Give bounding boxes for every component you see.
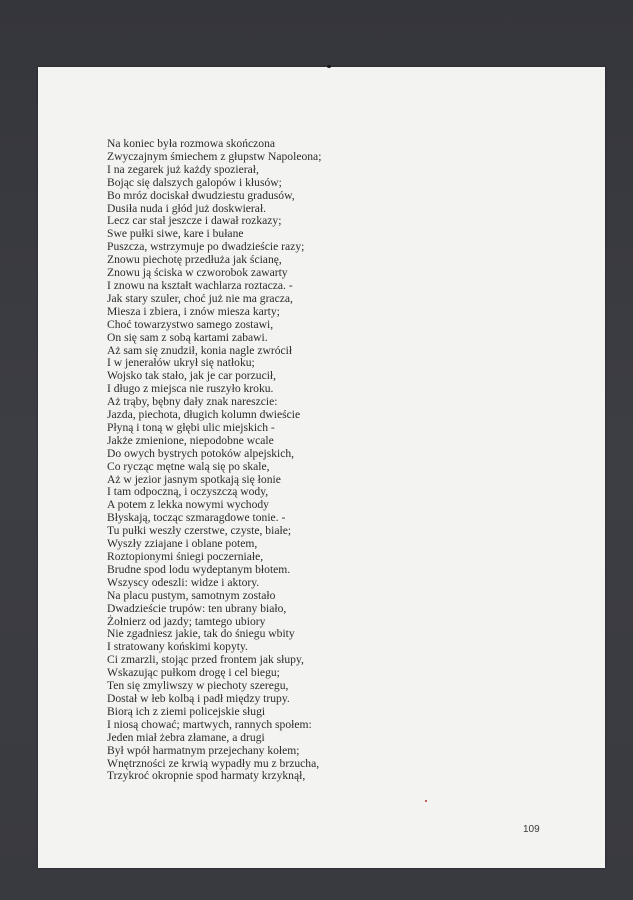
poem-line: Wnętrzności ze krwią wypadły mu z brzucha, bbox=[107, 756, 320, 770]
poem-line: Jakże zmienione, niepodobne wcale bbox=[107, 433, 274, 447]
poem-line: Ten się zmyliwszy w piechoty szeregu, bbox=[107, 679, 289, 693]
poem-line: Swe pułki siwe, kare i bułane bbox=[107, 227, 244, 241]
poem-line: Na koniec była rozmowa skończona bbox=[107, 137, 276, 150]
poem-line: Znowu ją ściska w czworobok zawarty bbox=[107, 266, 288, 280]
poem-line: I długo z miejsca nie ruszyło kroku. bbox=[107, 382, 274, 396]
poem-line: Aż w jezior jasnym spotkają się łonie bbox=[107, 472, 281, 486]
poem-line: Wskazując pułkom drogę i cel biegu; bbox=[107, 666, 280, 680]
poem-line: Wszyscy odeszli: widze i aktory. bbox=[107, 575, 260, 589]
poem-line: Zwyczajnym śmiechem z głupstw Napoleona; bbox=[107, 149, 322, 163]
poem-line: I stratowany końskimi kopyty. bbox=[107, 640, 248, 654]
poem-line: Wojsko tak stało, jak je car porzucił, bbox=[107, 369, 277, 383]
poem-line: Płyną i toną w głębi ulic miejskich - bbox=[107, 420, 275, 434]
poem-line: Puszcza, wstrzymuje po dwadzieście razy; bbox=[107, 240, 305, 254]
poem-line: Dostał w łeb kolbą i padł między trupy. bbox=[107, 691, 290, 705]
poem-line: Trzykroć okropnie spod harmaty krzyknął, bbox=[107, 769, 306, 783]
book-page bbox=[38, 67, 605, 868]
poem-line: Wyszły zziajane i oblane potem, bbox=[107, 537, 258, 551]
poem-line: Bo mróz dociskał dwudziestu gradusów, bbox=[107, 188, 295, 202]
poem-line: Jak stary szuler, choć już nie ma gracza, bbox=[107, 291, 293, 305]
poem-line: Był wpół harmatnym przejechany kołem; bbox=[107, 743, 300, 757]
poem-line: A potem z lekka nowymi wychody bbox=[107, 498, 269, 512]
poem-line: Lecz car stał jeszcze i dawał rozkazy; bbox=[107, 214, 282, 228]
scan-speck bbox=[327, 65, 331, 68]
poem-line: Biorą ich z ziemi policejskie sługi bbox=[107, 704, 266, 718]
poem-line: Błyskają, tocząc szmaragdowe tonie. - bbox=[107, 511, 286, 525]
poem-line: Ci zmarzli, stojąc przed frontem jak słupy, bbox=[107, 653, 304, 667]
poem-line: I niosą chować; martwych, rannych społem: bbox=[107, 717, 312, 731]
poem-line: Jazda, piechota, długich kolumn dwieście bbox=[107, 408, 301, 422]
poem-line: Roztopionymi śniegi poczerniałe, bbox=[107, 550, 264, 563]
poem-line: Co rycząc mętne walą się po skale, bbox=[107, 459, 270, 473]
poem-line: Znowu piechotę przedłuża jak ścianę, bbox=[107, 253, 282, 267]
poem-line: I tam odpoczną, i oczyszczą wody, bbox=[107, 485, 269, 499]
scan-speck bbox=[425, 800, 427, 802]
poem-line: Miesza i zbiera, i znów miesza karty; bbox=[107, 304, 280, 318]
poem-line: Tu pułki weszły czerstwe, czyste, białe; bbox=[107, 524, 292, 538]
poem-line: I w jenerałów ukrył się natłoku; bbox=[107, 356, 255, 370]
poem-line: Do owych bystrych potoków alpejskich, bbox=[107, 446, 295, 460]
poem-line: Aż sam się znudził, konia nagle zwrócił bbox=[107, 343, 293, 357]
poem-line: Bojąc się dalszych galopów i kłusów; bbox=[107, 175, 282, 189]
poem-line: On się sam z sobą kartami zabawi. bbox=[107, 330, 268, 344]
poem-line: Dwadzieście trupów: ten ubrany biało, bbox=[107, 601, 287, 615]
poem-line: Aż trąby, bębny dały znak nareszcie: bbox=[107, 395, 278, 409]
poem-line: Choć towarzystwo samego zostawi, bbox=[107, 317, 274, 331]
poem-text bbox=[107, 138, 321, 783]
poem-line: Brudne spod lodu wydeptanym błotem. bbox=[107, 562, 291, 576]
poem-line: I znowu na kształt wachlarza roztacza. - bbox=[107, 278, 293, 292]
poem-line: Żołnierz od jazdy; tamtego ubiory bbox=[107, 614, 266, 628]
poem-line: I na zegarek już każdy spozierał, bbox=[107, 162, 259, 176]
poem-line: Jeden miał żebra złamane, a drugi bbox=[107, 730, 265, 744]
poem-line: Na placu pustym, samotnym zostało bbox=[107, 588, 276, 602]
poem-line: Nie zgadniesz jakie, tak do śniegu wbity bbox=[107, 627, 295, 641]
poem-line: Dusiła nuda i głód już doskwierał. bbox=[107, 201, 267, 215]
page-number: 109 bbox=[523, 824, 540, 835]
